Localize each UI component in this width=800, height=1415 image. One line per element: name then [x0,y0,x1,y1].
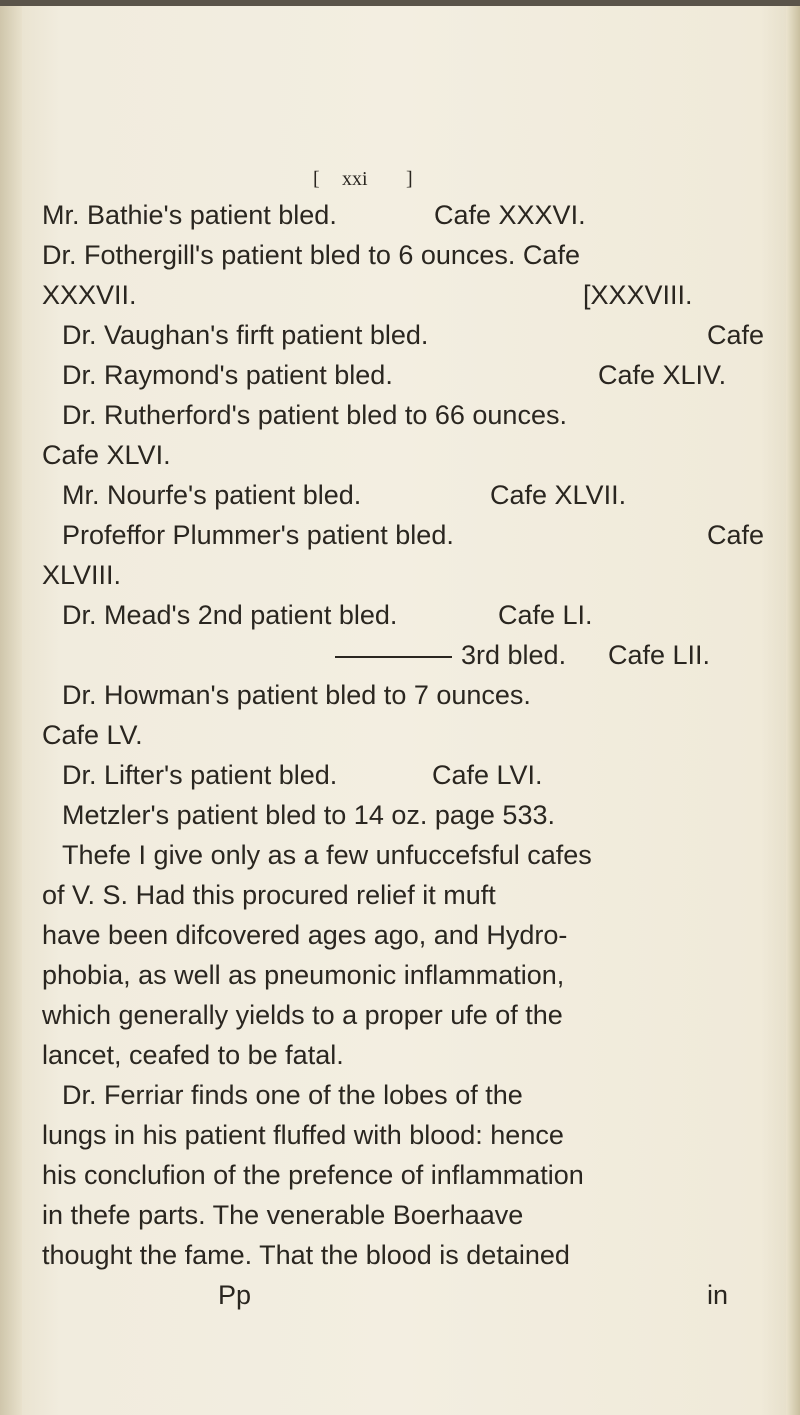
line-text: Profeffor Plummer's patient bled. [62,520,454,550]
text-line [0,1077,800,1113]
line-text: of V. S. Had this procured relief it muft [42,880,496,910]
ditto-rule [335,656,452,658]
line-text-right: Cafe [707,520,765,550]
signature-mark: Pp [218,1280,252,1310]
text-line [0,677,800,713]
line-text-right: Cafe LII. [608,640,711,670]
line-text: Dr. Ferriar finds one of the lobes of the [62,1080,523,1110]
line-text: XXXVII. [42,280,137,310]
line-text: have been difcovered ages ago, and Hydro- [42,920,568,950]
line-text: phobia, as well as pneumonic inflammation, [42,960,565,990]
line-text: lungs in his patient fluffed with blood: hence [42,1120,564,1150]
line-text: Dr. Raymond's patient bled. [62,360,393,390]
line-text: in thefe parts. The venerable Boerhaave [42,1200,524,1230]
line-text: Mr. Bathie's patient bled. [42,200,337,230]
line-text: which generally yields to a proper ufe of the [42,1000,563,1030]
page-number: xxi [342,168,368,190]
text-line [0,557,800,593]
line-text: Dr. Lifter's patient bled. [62,760,338,790]
text-line [0,637,800,673]
line-text: Metzler's patient bled to 14 oz. page 533. [62,800,555,830]
text-line [0,597,800,633]
text-line [0,357,800,393]
line-text: Dr. Vaughan's firft patient bled. [62,320,429,350]
text-line [0,837,800,873]
text-line [0,1277,800,1313]
catchword: in [707,1280,729,1310]
text-line [0,1237,800,1273]
line-text: Dr. Fothergill's patient bled to 6 ounces. Cafe [42,240,580,270]
line-text: lancet, ceafed to be fatal. [42,1040,344,1070]
text-line [0,237,800,273]
line-text: Thefe I give only as a few unfuccefsful cafes [62,840,592,870]
text-line [0,917,800,953]
text-line [0,317,800,353]
line-text: Cafe LV. [42,720,143,750]
line-text: his conclufion of the prefence of inflammation [42,1160,584,1190]
text-line [0,197,800,233]
line-text: Dr. Rutherford's patient bled to 66 ounces. [62,400,567,430]
line-text-right: Cafe LI. [498,600,593,630]
text-line [0,1157,800,1193]
line-text: 3rd bled. [461,640,567,670]
catchword: [XXXVIII. [583,280,693,310]
text-line [0,997,800,1033]
line-text-right: Cafe LVI. [432,760,543,790]
header-bracket-left: [ [313,168,320,190]
line-text-right: Cafe XXXVI. [434,200,586,230]
line-text: XLVIII. [42,560,122,590]
line-text: thought the fame. That the blood is detained [42,1240,570,1270]
page-header [0,168,800,198]
text-line [0,477,800,513]
text-line [0,877,800,913]
line-text: Mr. Nourfe's patient bled. [62,480,362,510]
line-text-right: Cafe XLIV. [598,360,727,390]
text-line [0,1037,800,1073]
text-line [0,797,800,833]
text-line [0,1117,800,1153]
text-line [0,517,800,553]
line-text-right: Cafe XLVII. [490,480,627,510]
line-text: Cafe XLVI. [42,440,171,470]
line-text-right: Cafe [707,320,765,350]
text-line [0,397,800,433]
line-text: Dr. Howman's patient bled to 7 ounces. [62,680,531,710]
text-line [0,1197,800,1233]
text-line [0,957,800,993]
top-border [0,0,800,6]
header-bracket-right: ] [406,168,413,190]
line-text: Dr. Mead's 2nd patient bled. [62,600,398,630]
text-line [0,717,800,753]
text-line [0,757,800,793]
text-line [0,437,800,473]
text-line [0,277,800,313]
